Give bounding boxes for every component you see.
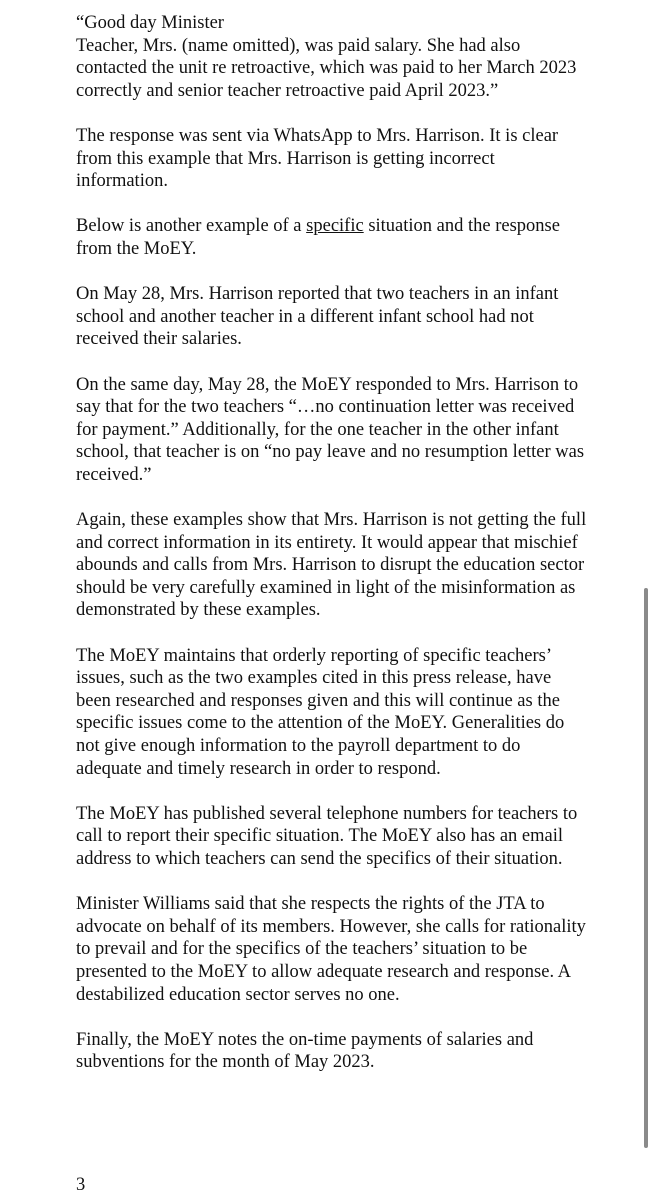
paragraph-moey-response: On the same day, May 28, the MoEY responded to Mrs. Harrison to say that for the two teachers “…no continuation letter was received for payment.” Additionally, for the one teacher in the other infant school, that teacher is on “no pay leave and no resumption letter was received.” xyxy=(76,374,585,485)
paragraph-telephone-numbers: The MoEY has published several telephone numbers for teachers to call to report their specific situation. The MoEY also has an email address to which teachers can send the specifics of their situation. xyxy=(76,803,578,869)
paragraph-whatsapp-response: The response was sent via WhatsApp to Mrs. Harrison. It is clear from this example that Mrs. Harrison is getting incorrect information. xyxy=(76,125,559,192)
paragraph-another-example xyxy=(76,215,590,260)
underlined-word-specific: specific xyxy=(306,216,364,237)
paragraph-may-28-report: On May 28, Mrs. Harrison reported that two teachers in an infant school and another teacher in a different infant school had not received their salaries. xyxy=(76,284,559,350)
paragraph-finally: Finally, the MoEY notes the on-time payments of salaries and subventions for the month of May 2023. xyxy=(76,1029,534,1073)
paragraph-another-example-start: Below is another example of a xyxy=(76,216,307,237)
paragraph-quote: “Good day Minister Teacher, Mrs. (name omitted), was paid salary. She had also contacted the unit re retroactive, which was paid to her March 2023 correctly and senior teacher retroactive paid April 2023.” xyxy=(76,13,577,101)
paragraph-minister-williams: Minister Williams said that she respects the rights of the JTA to advocate on behalf of its members. However, she calls for rationality to prevail and for the specifics of the teachers’ situation to be presented to the MoEY to allow adequate research and response. A destabilized education sector serves no one. xyxy=(76,894,586,1005)
scrollbar-thumb[interactable] xyxy=(644,588,648,1148)
paragraph-another-example-end: situation and the response from the MoEY. xyxy=(76,216,560,259)
paragraph-orderly-reporting: The MoEY maintains that orderly reporting of specific teachers’ issues, such as the two examples cited in this press release, have been researched and responses given and this will continue as the specific issues come to the attention of the MoEY. Generalities do not give enough information to the payroll department to do adequate and timely research in order to respond. xyxy=(76,645,565,779)
page-number: 3 xyxy=(76,1175,86,1195)
paragraph-again-examples: Again, these examples show that Mrs. Harrison is not getting the full and correct information in its entirety. It would appear that mischief abounds and calls from Mrs. Harrison to disrupt the education sector should be very carefully examined in light of the misinformation as demonstrated by these examples. xyxy=(76,510,587,621)
